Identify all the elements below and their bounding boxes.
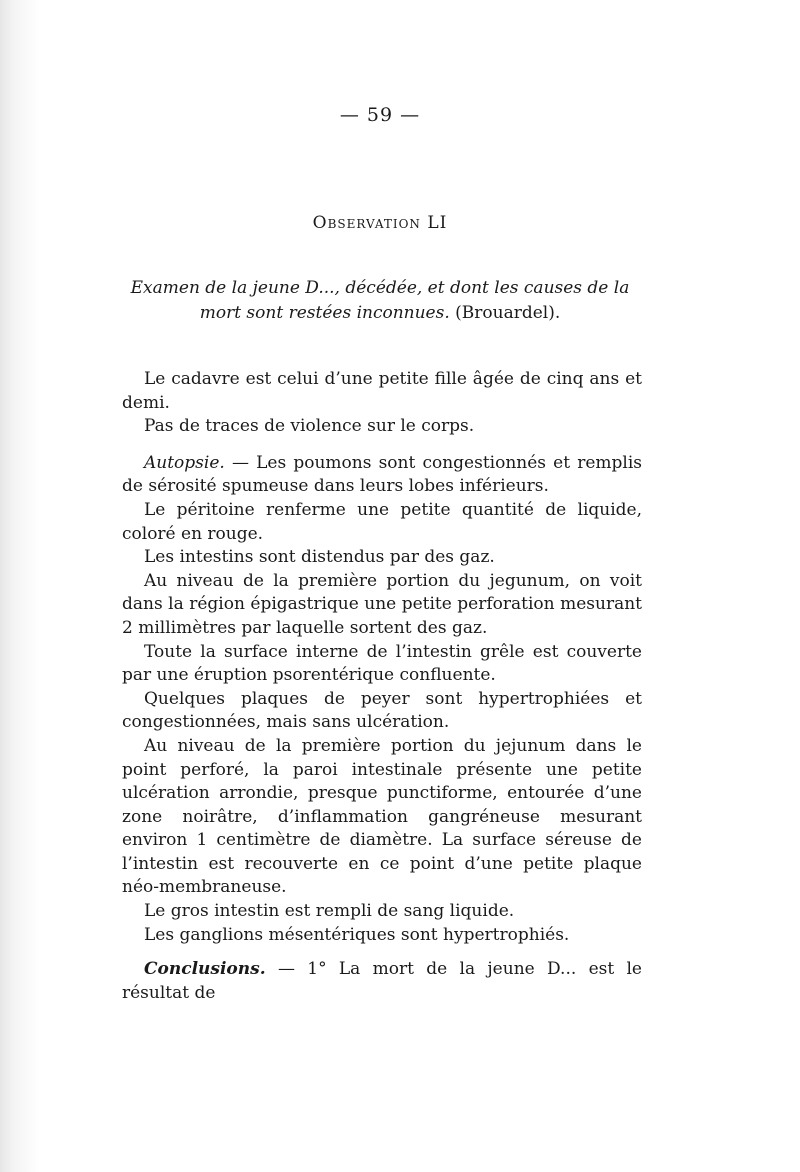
subtitle-italic: Examen de la jeune D..., décédée, et dont les causes de la mort sont restées inconnues. — [130, 278, 630, 323]
paragraph: Les ganglions mésentériques sont hypertrophiés. — [144, 924, 570, 945]
paragraph: Le péritoine renferme une petite quantité de liquide, coloré en rouge. — [122, 499, 642, 544]
paragraph: Les intestins sont distendus par des gaz. — [144, 547, 495, 568]
body-text — [122, 368, 642, 1005]
paragraph: Le gros intestin est rempli de sang liquide. — [144, 901, 515, 922]
subtitle-author: (Brouardel). — [455, 303, 561, 323]
page-number: — 59 — — [339, 104, 421, 126]
paragraph: Autopsie. — Les poumons sont congestionnés et remplis de sérosité spumeuse dans leurs lobes inférieurs. — [122, 452, 642, 497]
paragraph: Conclusions. — 1° La mort de la jeune D... est le résultat de — [122, 959, 642, 1003]
paragraph: Toute la surface interne de l’intestin grêle est couverte par une éruption psorentérique confluente. — [122, 641, 642, 686]
observation-title: Observation LI — [312, 213, 448, 233]
paragraph: Le cadavre est celui d’une petite fille âgée de cinq ans et demi. — [122, 369, 642, 413]
section-label: Conclusions. — [144, 959, 266, 980]
observation-subtitle — [120, 276, 640, 326]
paragraph: Au niveau de la première portion du jejunum dans le point perforé, la paroi intestinale présente une petite ulcération arrondie, presque punctiforme, entourée d’une zone noirâtre, d’inflammation gangréneuse mesurant environ 1 centimètre de diamètre. La surface séreuse de l’intestin est recouverte en ce point d’une petite plaque néo-membraneuse. — [122, 735, 642, 898]
paragraph: Quelques plaques de peyer sont hypertrophiées et congestionnées, mais sans ulcération. — [122, 688, 642, 733]
section-label: Autopsie. — [144, 452, 225, 473]
paragraph: Pas de traces de violence sur le corps. — [144, 416, 475, 437]
paragraph: Au niveau de la première portion du jegunum, on voit dans la région épigastrique une petite perforation mesurant 2 millimètres par laquelle sortent des gaz. — [122, 570, 642, 638]
